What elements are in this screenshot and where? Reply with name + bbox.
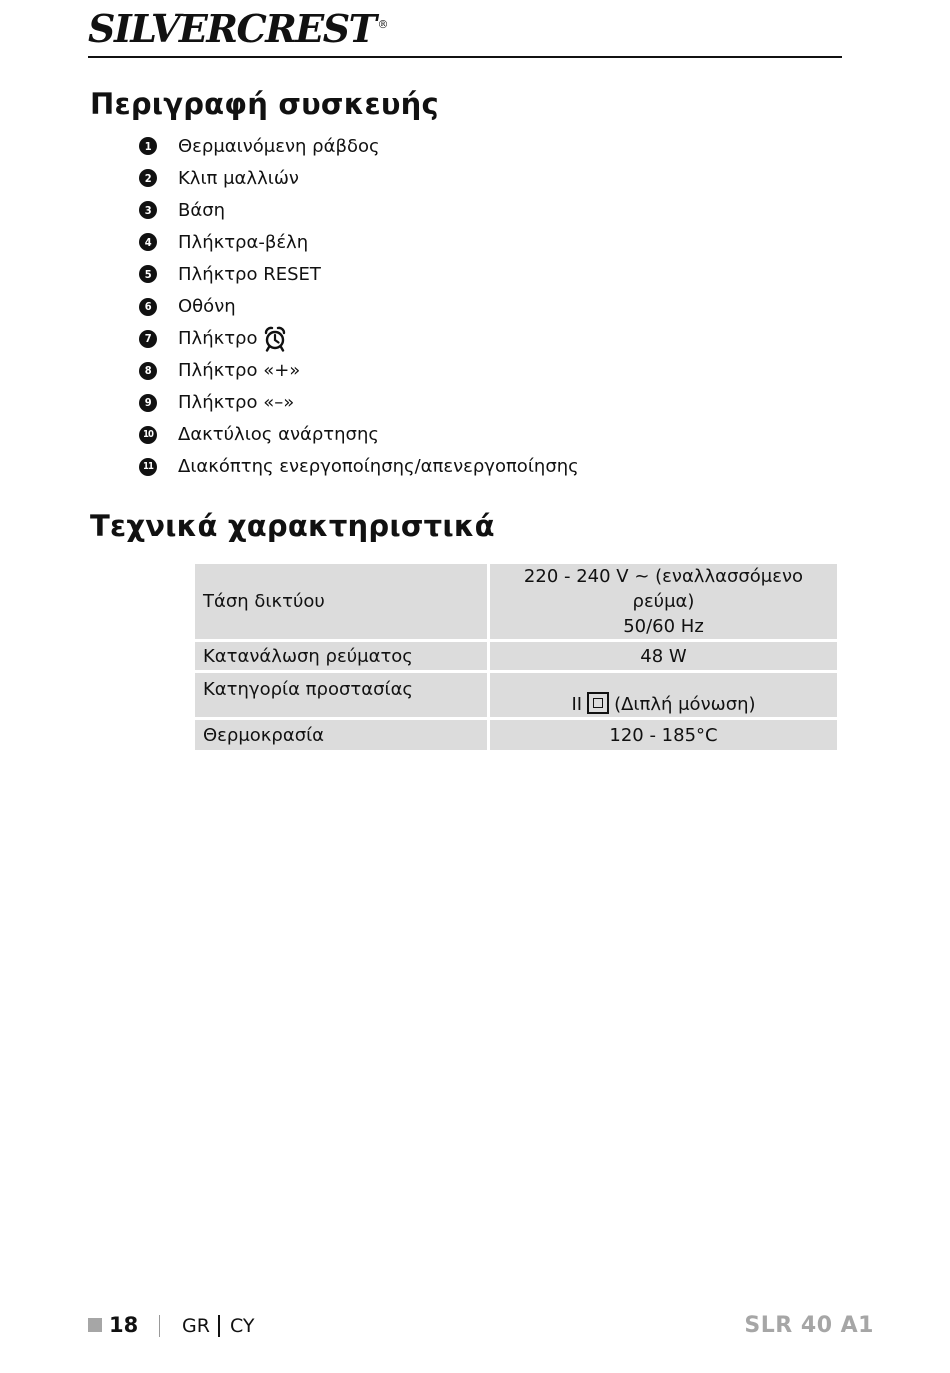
- item-number: 4: [139, 233, 157, 251]
- table-row: [194, 563, 839, 641]
- item-number: 7: [139, 330, 157, 348]
- brand-logo: [88, 6, 388, 51]
- protection-description: (Διπλή μόνωση): [614, 694, 756, 715]
- language-divider: [218, 1315, 220, 1337]
- item-label: Πλήκτρο «–»: [178, 392, 295, 414]
- item-number: 1: [139, 137, 157, 155]
- table-row: [194, 641, 839, 672]
- list-item: [139, 226, 579, 258]
- table-row: [194, 672, 839, 719]
- list-item: [139, 451, 579, 483]
- page-number: 18: [109, 1313, 139, 1337]
- language-code: CY: [230, 1315, 255, 1337]
- item-number: 8: [139, 362, 157, 380]
- item-number: 6: [139, 298, 157, 316]
- spec-value-line1: 220 - 240 V ~ (εναλλασσόμενο ρεύμα): [523, 566, 804, 612]
- spec-value: 48 W: [489, 641, 839, 672]
- list-item: [139, 130, 579, 162]
- language-code: GR: [182, 1315, 210, 1337]
- spec-key: Κατηγορία προστασίας: [194, 672, 489, 719]
- list-item: [139, 162, 579, 194]
- item-label: Πλήκτρο «+»: [178, 360, 301, 382]
- parts-list: [139, 130, 579, 483]
- spec-value: 120 - 185°C: [489, 719, 839, 752]
- footer-marker: [88, 1318, 102, 1332]
- item-label: Πλήκτρο RESET: [178, 263, 321, 285]
- item-label: Πλήκτρο: [178, 328, 258, 350]
- specs-table: [192, 561, 840, 753]
- footer-divider: [159, 1315, 160, 1337]
- list-item: [139, 355, 579, 387]
- table-row: [194, 719, 839, 752]
- item-number: 11: [139, 458, 157, 476]
- section-title-description: Περιγραφή συσκευής: [90, 87, 439, 121]
- list-item: [139, 258, 579, 290]
- double-insulation-icon: [587, 692, 609, 714]
- item-label: Κλιπ μαλλιών: [178, 167, 299, 189]
- spec-key: Τάση δικτύου: [194, 563, 489, 641]
- spec-value: [489, 672, 839, 719]
- list-item: [139, 194, 579, 226]
- spec-key: Κατανάλωση ρεύματος: [194, 641, 489, 672]
- alarm-clock-icon: [263, 326, 287, 352]
- list-item: [139, 323, 579, 355]
- item-number: 10: [139, 426, 157, 444]
- registered-mark: ®: [377, 18, 389, 32]
- item-label: Θερμαινόμενη ράβδος: [178, 135, 380, 157]
- item-label: Διακόπτης ενεργοποίησης/απενεργοποίησης: [178, 456, 579, 478]
- spec-value: [489, 563, 839, 641]
- item-number: 2: [139, 169, 157, 187]
- item-label: Βάση: [178, 199, 226, 221]
- list-item: [139, 290, 579, 322]
- list-item: [139, 387, 579, 419]
- spec-key: Θερμοκρασία: [194, 719, 489, 752]
- protection-class: II: [571, 694, 583, 715]
- item-label: Δακτύλιος ανάρτησης: [178, 424, 379, 446]
- brand-name: SILVERCREST: [88, 6, 376, 51]
- section-title-specs: Τεχνικά χαρακτηριστικά: [90, 509, 495, 543]
- spec-value-line2: 50/60 Hz: [623, 616, 704, 637]
- list-item: [139, 419, 579, 451]
- item-label: Οθόνη: [178, 296, 236, 318]
- header-divider: [88, 56, 842, 58]
- model-number: SLR 40 A1: [744, 1313, 874, 1338]
- item-number: 3: [139, 201, 157, 219]
- item-number: 9: [139, 394, 157, 412]
- item-number: 5: [139, 265, 157, 283]
- item-label: Πλήκτρα-βέλη: [178, 231, 309, 253]
